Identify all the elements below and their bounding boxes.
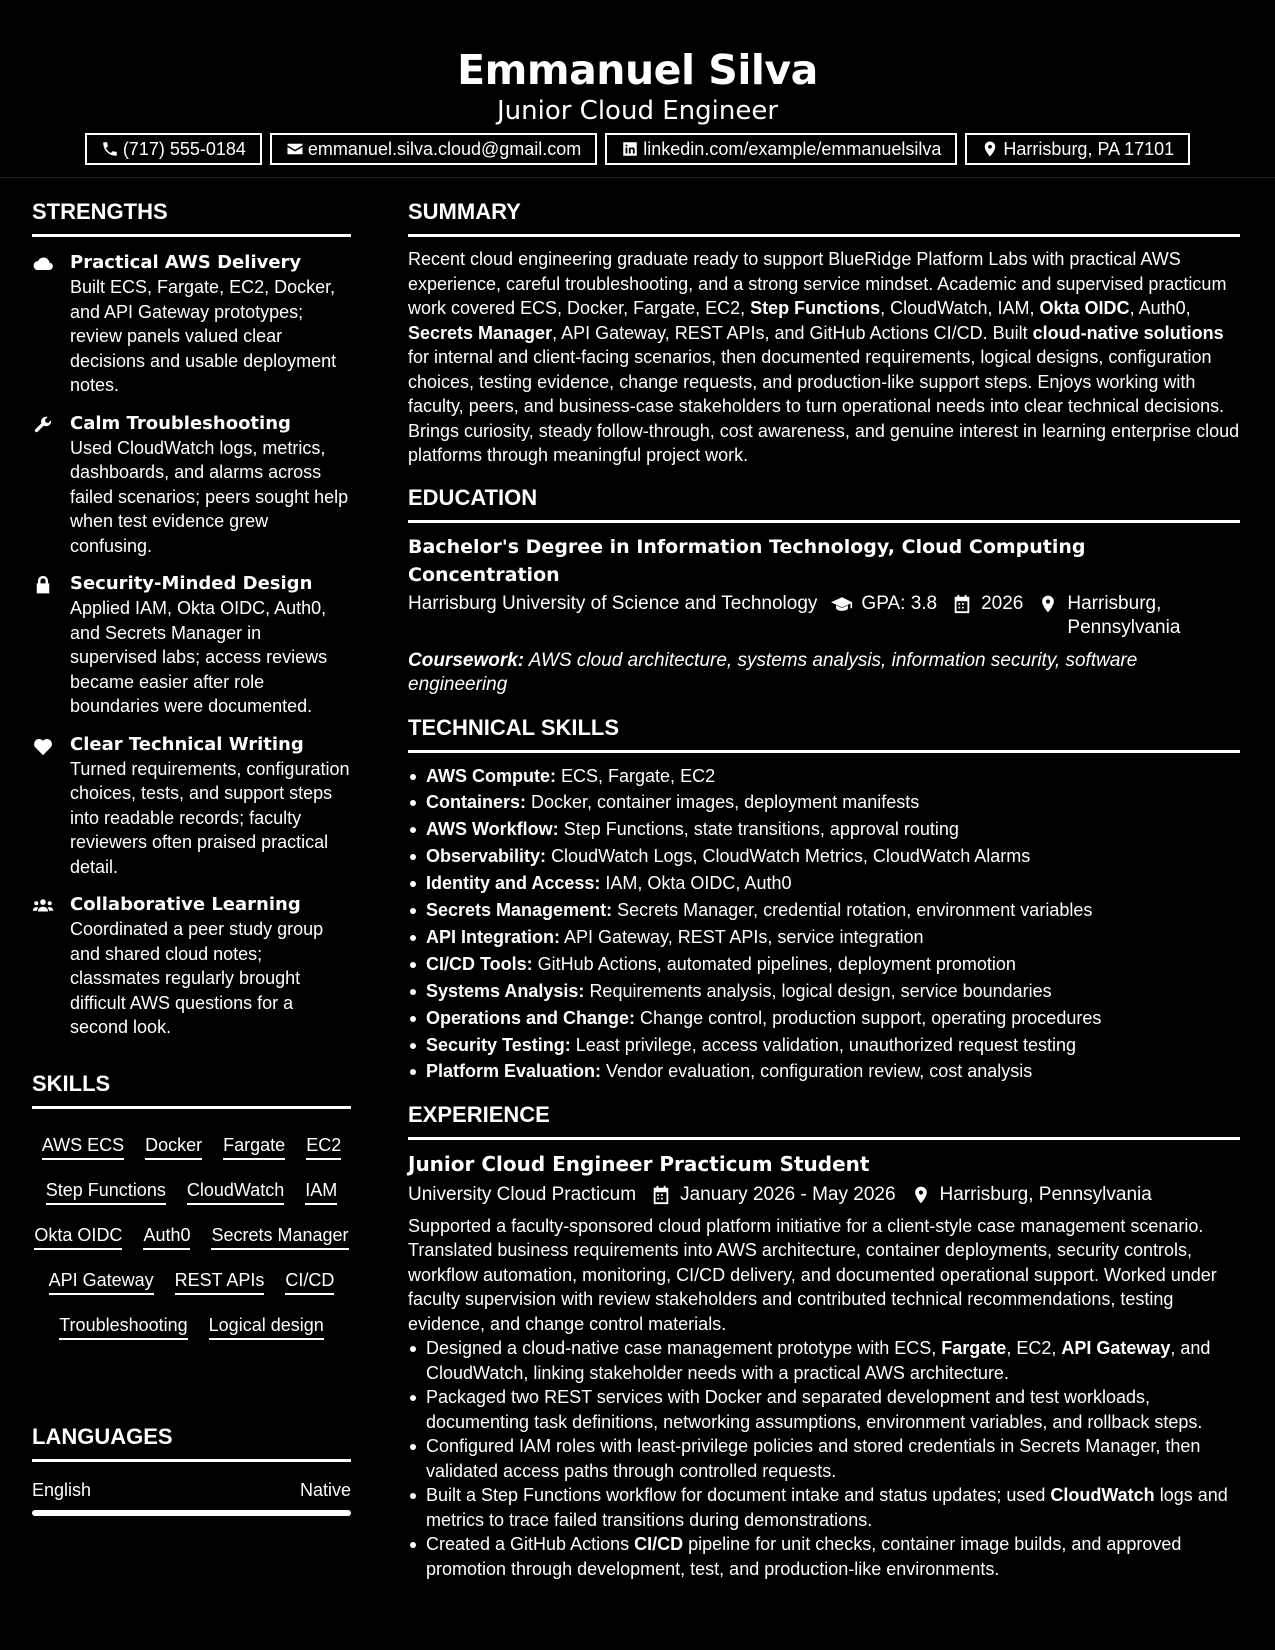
technical-skills-section — [408, 712, 1240, 1086]
cloud-icon — [32, 254, 54, 274]
list-item: Platform Evaluation: Vendor evaluation, configuration review, cost analysis — [426, 1058, 1240, 1085]
experience-heading: EXPERIENCE — [408, 1099, 1240, 1140]
phone-icon — [101, 140, 119, 158]
strength-desc: Applied IAM, Okta OIDC, Auth0, and Secrets Manager in supervised labs; access reviews became easier after role boundaries were documented. — [70, 598, 328, 716]
list-item: Configured IAM roles with least-privilege policies and stored credentials in Secrets Manager, then validated access paths through controlled requests. — [426, 1434, 1240, 1483]
calendar-icon — [951, 594, 973, 614]
location-text: Harrisburg, PA 17101 — [1003, 138, 1175, 159]
skill-chip: REST APIs — [173, 1258, 267, 1303]
list-item: API Integration: API Gateway, REST APIs, service integration — [426, 924, 1240, 951]
strength-title: Practical AWS Delivery — [70, 252, 302, 273]
list-item: Packaged two REST services with Docker and separated development and test workloads, documenting task definitions, networking assumptions, environment variables, and rollback steps. — [426, 1385, 1240, 1434]
linkedin-icon — [621, 140, 639, 158]
language-name: English — [32, 1480, 92, 1500]
strengths-heading: STRENGTHS — [32, 196, 351, 237]
strength-title: Collaborative Learning — [70, 894, 301, 915]
education-meta — [408, 592, 1240, 641]
skill-chips — [32, 1123, 351, 1348]
strength-desc: Coordinated a peer study group and shared cloud notes; classmates regularly brought difficult AWS questions for a second look. — [70, 919, 324, 1037]
degree-title: Bachelor's Degree in Information Technology, Cloud Computing Concentration — [408, 535, 1086, 586]
gpa: GPA: 3.8 — [861, 592, 938, 614]
envelope-icon — [286, 140, 304, 158]
graduation-cap-icon — [831, 594, 853, 614]
list-item: Identity and Access: IAM, Okta OIDC, Auth0 — [426, 870, 1240, 897]
job-description: Supported a faculty-sponsored cloud platform initiative for a client-style case management scenario. Translated business requirements into AWS architecture, container deployments, security controls, workflow automation, monitoring, CI/CD delivery, and documented operational support. Worked under faculty supervision with review stakeholders and contributed technical recommendations, testing evidence, and change control materials. — [408, 1215, 1217, 1334]
languages-heading: LANGUAGES — [32, 1421, 351, 1462]
job-bullets — [408, 1336, 1240, 1581]
list-item: CI/CD Tools: GitHub Actions, automated pipelines, deployment promotion — [426, 951, 1240, 978]
list-item: Containers: Docker, container images, deployment manifests — [426, 789, 1240, 816]
summary-heading: SUMMARY — [408, 196, 1240, 237]
skill-chip: Secrets Manager — [209, 1213, 350, 1258]
strength-desc: Turned requirements, configuration choices, tests, and support steps into readable records; faculty reviewers often praised practical detail. — [70, 758, 350, 877]
job-dates: January 2026 - May 2026 — [680, 1184, 896, 1206]
skill-chip: Docker — [143, 1123, 204, 1168]
skill-chip: IAM — [303, 1168, 339, 1213]
list-item: AWS Compute: ECS, Fargate, EC2 — [426, 763, 1240, 790]
summary-text: Recent cloud engineering graduate ready to support BlueRidge Platform Labs with practical AWS experience, careful troubleshooting, and a strong service mindset. Academic and supervised practicum work covered ECS, Docker, Fargate, EC2, Step Functions, CloudWatch, IAM, Okta OIDC, Auth0, Secrets Manager, API Gateway, REST APIs, and GitHub Actions CI/CD. Built cloud-native solutions for internal and client-facing scenarios, then documented requirements, logical designs, configuration choices, testing evidence, change requests, and production-like support steps. Enjoys working with faculty, peers, and business-case stakeholders to turn operational needs into clear technical decisions. Brings curiosity, steady follow-through, cost awareness, and genuine interest in learning enterprise cloud platforms through meaningful project work. — [408, 249, 1240, 465]
graduation-year: 2026 — [981, 592, 1024, 614]
skill-chip: AWS ECS — [40, 1123, 126, 1168]
skill-chip: Troubleshooting — [57, 1303, 189, 1348]
skills-section — [32, 1068, 351, 1348]
strength-title: Security-Minded Design — [70, 573, 313, 594]
map-pin-icon — [910, 1185, 932, 1205]
candidate-role: Junior Cloud Engineer — [496, 96, 779, 126]
experience-section — [408, 1099, 1240, 1581]
resume-header — [0, 0, 1275, 178]
list-item: Observability: CloudWatch Logs, CloudWatch Metrics, CloudWatch Alarms — [426, 843, 1240, 870]
school-name: Harrisburg University of Science and Technology — [408, 592, 818, 614]
strength-title: Clear Technical Writing — [70, 733, 304, 755]
summary-section — [408, 196, 1240, 468]
coursework-list: AWS cloud architecture, systems analysis, information security, software engineering — [408, 649, 1138, 695]
education-section — [408, 482, 1240, 698]
skills-heading: SKILLS — [32, 1068, 351, 1109]
language-proficiency-bar — [32, 1510, 351, 1516]
organization: University Cloud Practicum — [408, 1184, 637, 1206]
strength-item — [32, 572, 351, 719]
list-item: Secrets Management: Secrets Manager, credential rotation, environment variables — [426, 897, 1240, 924]
languages-section — [32, 1421, 351, 1516]
job-location: Harrisburg, Pennsylvania — [939, 1184, 1152, 1206]
skill-chip: EC2 — [304, 1123, 343, 1168]
list-item: Systems Analysis: Requirements analysis, logical design, service boundaries — [426, 978, 1240, 1005]
skill-chip: Okta OIDC — [32, 1213, 124, 1258]
skill-chip: CI/CD — [283, 1258, 336, 1303]
skill-chip: Logical design — [207, 1303, 326, 1348]
contact-location — [965, 133, 1190, 165]
phone-text: (717) 555-0184 — [122, 138, 246, 159]
skill-chip: Auth0 — [141, 1213, 192, 1258]
main-column — [408, 196, 1240, 1593]
users-icon — [32, 896, 54, 916]
calendar-icon — [650, 1185, 672, 1205]
strength-item — [32, 412, 351, 559]
school-location: Harrisburg, Pennsylvania — [1067, 592, 1181, 638]
strength-item — [32, 251, 351, 398]
email-text: emmanuel.silva.cloud@gmail.com — [307, 138, 582, 159]
wrench-icon — [32, 415, 54, 435]
list-item: Designed a cloud-native case management prototype with ECS, Fargate, EC2, API Gateway, and CloudWatch, linking stakeholder needs with a practical AWS architecture. — [426, 1336, 1240, 1385]
coursework — [408, 649, 1240, 698]
job-title: Junior Cloud Engineer Practicum Student — [408, 1152, 870, 1177]
list-item: Operations and Change: Change control, production support, operating procedures — [426, 1005, 1240, 1032]
technical-skills-list — [408, 763, 1240, 1086]
contact-linkedin[interactable] — [605, 133, 957, 165]
language-level: Native — [299, 1480, 351, 1500]
skill-chip: CloudWatch — [185, 1168, 286, 1213]
strength-desc: Used CloudWatch logs, metrics, dashboards, and alarms across failed scenarios; peers sought help when test evidence grew confusing. — [70, 437, 349, 556]
skill-chip: Step Functions — [44, 1168, 168, 1213]
strength-item — [32, 733, 351, 880]
job-meta — [408, 1183, 1240, 1208]
skill-chip: API Gateway — [47, 1258, 156, 1303]
education-heading: EDUCATION — [408, 482, 1240, 523]
strength-title: Calm Troubleshooting — [70, 412, 291, 434]
list-item: Security Testing: Least privilege, access validation, unauthorized request testing — [426, 1032, 1240, 1059]
lock-icon — [32, 575, 54, 595]
language-row — [32, 1478, 351, 1502]
contact-email[interactable] — [270, 133, 597, 165]
strength-desc: Built ECS, Fargate, EC2, Docker, and API Gateway prototypes; review panels valued clear decisions and usable deployment notes. — [70, 277, 337, 395]
contact-bar — [0, 133, 1275, 165]
map-pin-icon — [1037, 594, 1059, 614]
skill-chip: Fargate — [221, 1123, 287, 1168]
heart-icon — [32, 736, 54, 756]
list-item: AWS Workflow: Step Functions, state transitions, approval routing — [426, 816, 1240, 843]
candidate-name: Emmanuel Silva — [457, 46, 818, 94]
list-item: Built a Step Functions workflow for document intake and status updates; used CloudWatch logs and metrics to trace failed transitions during demonstrations. — [426, 1483, 1240, 1532]
list-item: Created a GitHub Actions CI/CD pipeline for unit checks, container image builds, and approved promotion through development, test, and production-like environments. — [426, 1532, 1240, 1581]
contact-phone[interactable] — [85, 133, 262, 165]
map-pin-icon — [981, 140, 999, 158]
strength-item — [32, 893, 351, 1040]
strengths-section — [32, 196, 351, 1040]
coursework-label: Coursework: — [408, 649, 525, 671]
technical-skills-heading: TECHNICAL SKILLS — [408, 712, 1240, 753]
linkedin-text: linkedin.com/example/emmanuelsilva — [643, 138, 942, 159]
